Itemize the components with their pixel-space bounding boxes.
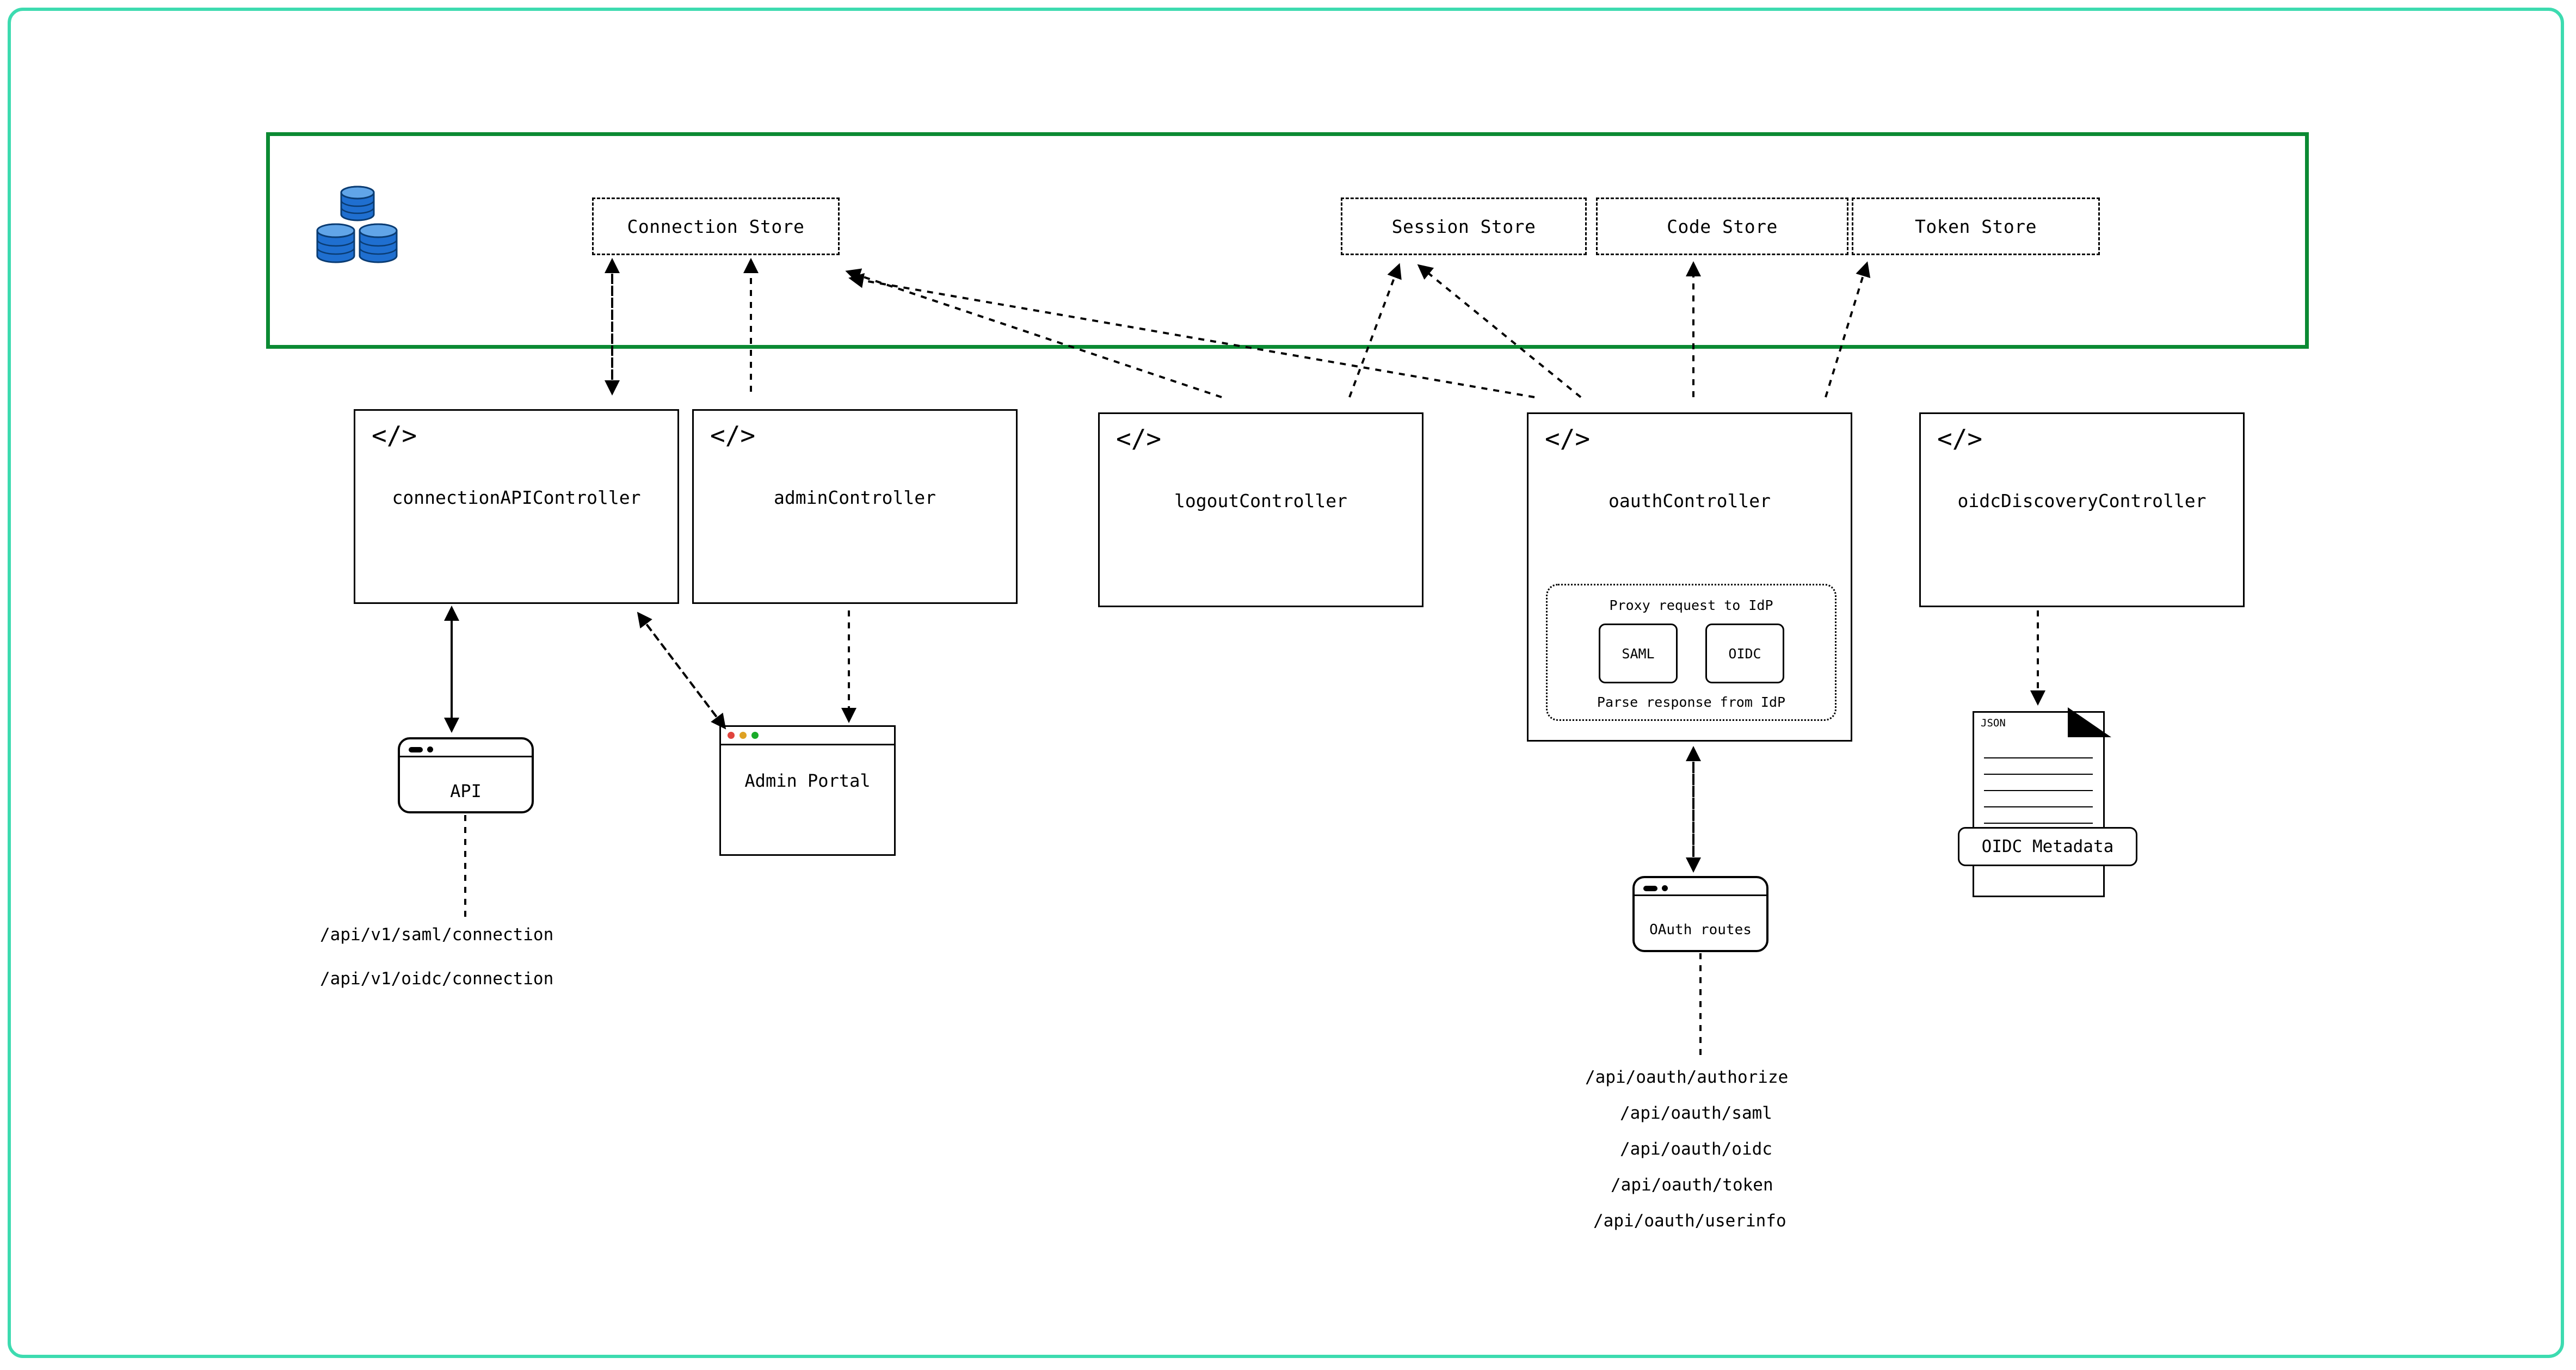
protocol-oidc-label: OIDC — [1728, 645, 1761, 662]
code-icon: </> — [1937, 424, 1983, 453]
controller-admin-controller-label: adminController — [773, 487, 936, 508]
controller-oauth-controller-label: oauthController — [1608, 490, 1771, 511]
controller-oidc-discovery-controller-label: oidcDiscoveryController — [1957, 490, 2207, 511]
store-session-store-label: Session Store — [1391, 215, 1536, 237]
oauth-routes-device[interactable] — [1632, 876, 1768, 952]
controller-logout-controller[interactable] — [1098, 412, 1423, 607]
oauth-proxy-group — [1546, 584, 1837, 721]
store-session-store[interactable] — [1341, 198, 1587, 255]
controller-logout-controller-label: logoutController — [1174, 490, 1347, 511]
route-oauth-token: /api/oauth/token — [1611, 1175, 1773, 1195]
route-oauth-userinfo: /api/oauth/userinfo — [1593, 1211, 1786, 1231]
route-oauth-authorize: /api/oauth/authorize — [1585, 1067, 1789, 1087]
route-oidc-connection: /api/v1/oidc/connection — [320, 969, 554, 989]
store-connection-store-label: Connection Store — [627, 215, 805, 237]
document-fold-icon — [2068, 707, 2133, 756]
code-icon: </> — [1545, 424, 1591, 453]
oidc-metadata-pill[interactable] — [1958, 827, 2137, 866]
route-oauth-saml: /api/oauth/saml — [1620, 1103, 1772, 1123]
device-divider — [400, 756, 532, 757]
protocol-saml[interactable] — [1599, 624, 1678, 683]
route-saml-connection: /api/v1/saml/connection — [320, 925, 554, 945]
store-connection-store[interactable] — [592, 198, 840, 255]
json-label: JSON — [1981, 717, 2006, 729]
protocol-saml-label: SAML — [1622, 645, 1655, 662]
proxy-request-label: Proxy request to IdP — [1609, 597, 1773, 613]
admin-portal-window[interactable] — [719, 725, 896, 856]
code-icon: </> — [710, 421, 756, 450]
oidc-metadata-label: OIDC Metadata — [1981, 837, 2114, 856]
api-device-label: API — [450, 781, 482, 801]
device-dots — [1643, 885, 1668, 891]
admin-portal-label: Admin Portal — [744, 770, 871, 791]
oauth-routes-label: OAuth routes — [1649, 922, 1752, 938]
controller-connection-api-controller-label: connectionAPIController — [392, 487, 641, 508]
controller-oauth-controller[interactable] — [1527, 412, 1852, 742]
store-token-store-label: Token Store — [1914, 215, 2037, 237]
parse-response-label: Parse response from IdP — [1597, 694, 1786, 710]
code-icon: </> — [1116, 424, 1162, 453]
database-icon — [307, 174, 433, 277]
browser-titlebar — [721, 727, 894, 745]
device-dots — [409, 746, 433, 752]
controller-oidc-discovery-controller[interactable] — [1919, 412, 2245, 607]
store-code-store-label: Code Store — [1667, 215, 1778, 237]
protocol-oidc[interactable] — [1705, 624, 1784, 683]
controller-admin-controller[interactable] — [692, 409, 1018, 604]
store-code-store[interactable] — [1596, 198, 1848, 255]
route-oauth-oidc: /api/oauth/oidc — [1620, 1139, 1772, 1159]
store-token-store[interactable] — [1852, 198, 2100, 255]
device-divider — [1635, 894, 1766, 896]
controller-connection-api-controller[interactable] — [354, 409, 679, 604]
code-icon: </> — [372, 421, 417, 450]
api-device[interactable] — [398, 737, 534, 813]
